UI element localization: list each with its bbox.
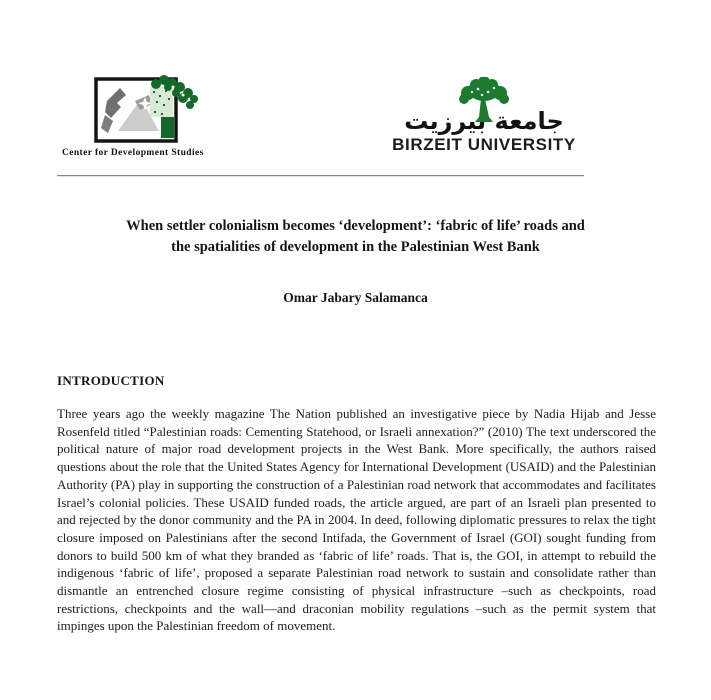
cds-logo-caption: Center for Development Studies: [62, 148, 204, 158]
title-line-1: When settler colonialism becomes ‘development’: ‘fabric of life’ roads and: [126, 218, 585, 234]
intro-paragraph: Three years ago the weekly magazine The Nation published an investigative piece by Nadia Hijab and Jesse Rosenfeld titled “Palestinian roads: Cementing Statehood, or Israeli annexation?” (2010) The text underscored the political nature of major road development projects in the West Bank. More specifically, the authors raised questions about the role that the United States Agency for International Development (USAID) and the Palestinian Authority (PA) play in supporting the construction of a Palestinian road network that accommodates and facilitates Israel’s colonial policies. These USAID funded roads, the article argued, are part of an Israeli plan presented to and rejected by the donor community and the PA in 2004. In deed, following diplomatic pressures to relax the tight closure imposed on Palestinians after the second Intifada, the Government of Israel (GOI) sought funding from donors to build 500 km of what they branded as ‘fabric of life’ roads. That is, the GOI, in attempt to rebuild the indigenous ‘fabric of life’, proposed a separate Palestinian road network to sustain and consolidate rather than dismantle an entrenched closure regime consisting of physical infrastructure –such as checkpoints, road restrictions, checkpoints and the wall—and draconian mobility regulations –such as the permit system that impinges upon the Palestinian freedom of movement.: [57, 406, 656, 634]
paper-title: [55, 216, 656, 258]
section-heading-introduction: INTRODUCTION: [57, 373, 165, 388]
cds-logo-icon: [92, 70, 206, 148]
birzeit-arabic-name: جامعة بيرزيت: [404, 107, 564, 135]
birzeit-logo: [373, 77, 595, 154]
header-divider: [57, 175, 584, 177]
title-line-2: the spatialities of development in the Palestinian West Bank: [171, 239, 540, 255]
author-name: Omar Jabary Salamanca: [283, 290, 428, 305]
cds-logo: [92, 70, 206, 148]
birzeit-wordmark: BIRZEIT UNIVERSITY: [392, 135, 576, 154]
